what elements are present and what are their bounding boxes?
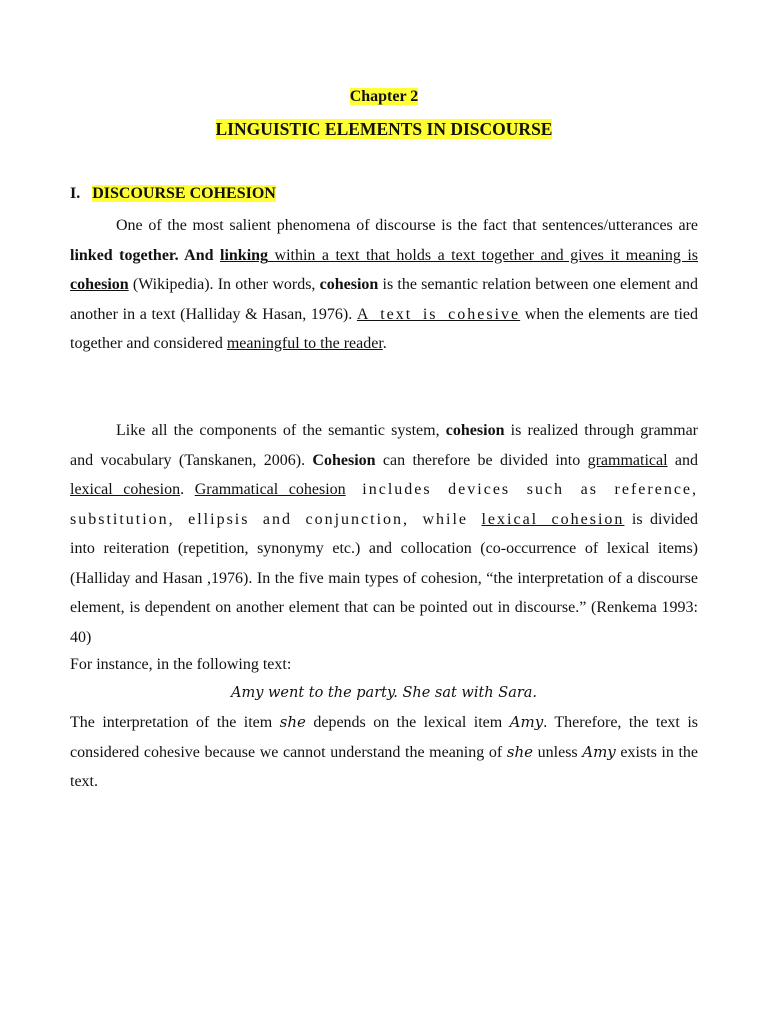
p3-text-2: depends on the lexical item <box>305 714 510 731</box>
p3-italic-she-1: she <box>279 713 306 731</box>
chapter-label <box>0 86 768 108</box>
p2-text-2: is realized through grammar and vocabulary (Tanskanen, 2006). <box>70 422 698 469</box>
paragraph-cohesion-types <box>70 416 698 652</box>
p1-underline-cohesion: cohesion <box>70 276 129 293</box>
p1-text-2: . And <box>174 246 220 264</box>
p1-bold-1: linked together <box>70 246 175 264</box>
p2-underline-1: grammatical <box>587 451 668 469</box>
p1-bold-2: cohesion <box>319 276 379 293</box>
p2-text-4: and <box>667 451 698 469</box>
chapter-title-text: LINGUISTIC ELEMENTS IN DISCOURSE <box>215 119 553 139</box>
p2-underline-4: lexical cohesion <box>481 510 625 528</box>
p2-underline-3: Grammatical cohesion <box>194 481 346 498</box>
section-heading-text: DISCOURSE COHESION <box>92 185 276 202</box>
p3-text-3: . Therefore, the text is considered cohesive because we cannot understand the meaning of <box>70 714 698 761</box>
p3-text-5: exists in the text. <box>70 743 699 790</box>
p2-text-7: is divided into reiteration (repetition, synonymy etc.) and collocation (co-occurrence of lexical items) (Halliday and Hasan ,1976). In the five main types of cohesion, “the interpretation of a discourse element, is dependent on another element that can be pointed out in discourse.” (Renkema 1993: 40) <box>70 510 699 646</box>
p1-text-6: . <box>382 335 387 352</box>
chapter-title <box>0 116 768 142</box>
p3-text-1: The interpretation of the item <box>70 714 280 731</box>
instance-line: For instance, in the following text: <box>70 656 292 673</box>
p2-underline-2: lexical cohesion <box>70 481 181 498</box>
p1-underline-bold: linking <box>220 246 269 264</box>
p2-bold-1: cohesion <box>445 422 505 439</box>
p2-text-1: Like all the components of the semantic system, <box>116 422 446 439</box>
p1-underline-2: A text is cohesive <box>356 305 521 323</box>
p1-underline-3: meaningful to the reader <box>226 335 383 352</box>
p3-italic-amy-1: Amy <box>509 713 544 731</box>
chapter-label-text: Chapter 2 <box>349 88 419 105</box>
p1-text-5: when the elements are tied together and considered <box>70 305 698 352</box>
paragraph-interpretation <box>70 708 698 797</box>
p1-text-4: is the semantic relation between one element and another in a text (Halliday & Hasan, 1976). <box>70 276 699 323</box>
section-number: I. <box>70 185 81 202</box>
example-sentence: Amy went to the party. She sat with Sara. <box>230 685 538 701</box>
paragraph-cohesion-definition <box>70 211 698 359</box>
p2-text-5: . <box>180 481 195 498</box>
p2-bold-2: Cohesion <box>312 451 376 469</box>
p1-text-3: (Wikipedia). In other words, <box>128 276 320 293</box>
p3-text-4: unless <box>533 743 583 761</box>
p2-text-6: includes devices such as reference, substitution, ellipsis and conjunction, while <box>70 481 699 528</box>
section-heading <box>70 182 276 206</box>
p3-italic-she-2: she <box>506 742 534 761</box>
p1-underline-1: within a text that holds a text together and gives it meaning is <box>268 246 698 264</box>
p3-italic-amy-2: Amy <box>582 742 616 761</box>
p1-text-1: One of the most salient phenomena of discourse is the fact that sentences/utterances are <box>116 217 698 234</box>
p2-text-3: can therefore be divided into <box>375 451 588 469</box>
